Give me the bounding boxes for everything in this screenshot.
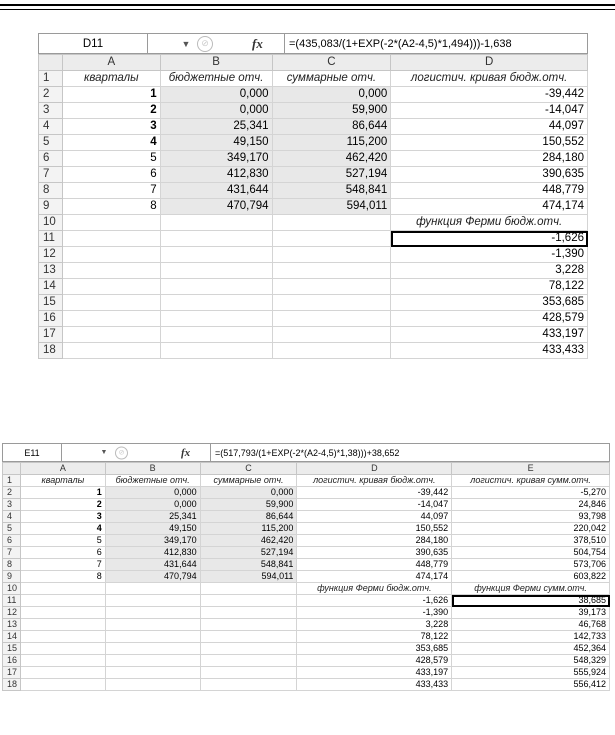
cell[interactable]: 0,000: [160, 103, 272, 119]
row-header[interactable]: 6: [39, 151, 63, 167]
cell[interactable]: 1: [21, 487, 106, 499]
cell[interactable]: логистич. кривая бюдж.отч.: [297, 475, 452, 487]
cell[interactable]: 603,822: [452, 571, 610, 583]
row-header[interactable]: 11: [39, 231, 63, 247]
cell[interactable]: [62, 311, 160, 327]
cell[interactable]: [272, 327, 391, 343]
cell[interactable]: [21, 655, 106, 667]
table-row: [3, 619, 610, 631]
row-header[interactable]: 5: [39, 135, 63, 151]
cell[interactable]: [105, 595, 200, 607]
cell[interactable]: 78,122: [391, 279, 588, 295]
cell[interactable]: 0,000: [105, 499, 200, 511]
row-header[interactable]: 17: [3, 667, 21, 679]
cell[interactable]: [272, 279, 391, 295]
cell[interactable]: 150,552: [297, 523, 452, 535]
column-header[interactable]: C: [272, 55, 391, 71]
cell[interactable]: 504,754: [452, 547, 610, 559]
cell[interactable]: суммарные отч.: [200, 475, 297, 487]
cell[interactable]: [21, 583, 106, 595]
cell[interactable]: 412,830: [105, 547, 200, 559]
cell[interactable]: 2: [21, 499, 106, 511]
table-row: [39, 135, 588, 151]
cell[interactable]: 556,412: [452, 679, 610, 691]
row-header[interactable]: 9: [3, 571, 21, 583]
table-row: [39, 215, 588, 231]
row-header[interactable]: 16: [39, 311, 63, 327]
cell[interactable]: 412,830: [160, 167, 272, 183]
cell[interactable]: 0,000: [105, 487, 200, 499]
cell[interactable]: 353,685: [391, 295, 588, 311]
cell[interactable]: [62, 263, 160, 279]
cell[interactable]: -39,442: [391, 87, 588, 103]
cell[interactable]: 390,635: [297, 547, 452, 559]
cell[interactable]: 390,635: [391, 167, 588, 183]
cell[interactable]: 115,200: [200, 523, 297, 535]
cell[interactable]: 594,011: [200, 571, 297, 583]
cell[interactable]: [272, 295, 391, 311]
column-header-row: [39, 55, 588, 71]
cell[interactable]: логистич. кривая сумм.отч.: [452, 475, 610, 487]
spreadsheet-1: [38, 33, 588, 378]
cell[interactable]: [105, 655, 200, 667]
row-header[interactable]: 8: [3, 559, 21, 571]
cell[interactable]: [272, 343, 391, 359]
table-row: [39, 119, 588, 135]
cell[interactable]: 594,011: [272, 199, 391, 215]
cell[interactable]: 428,579: [391, 311, 588, 327]
row-header[interactable]: 12: [3, 607, 21, 619]
cell[interactable]: 5: [62, 151, 160, 167]
cell[interactable]: 25,341: [105, 511, 200, 523]
cell[interactable]: бюджетные отч.: [160, 71, 272, 87]
row-header[interactable]: 3: [39, 103, 63, 119]
cell[interactable]: [105, 631, 200, 643]
cell[interactable]: 25,341: [160, 119, 272, 135]
cell[interactable]: 527,194: [200, 547, 297, 559]
formula-bar: [38, 33, 588, 54]
column-header[interactable]: B: [105, 463, 200, 475]
cell[interactable]: -14,047: [297, 499, 452, 511]
cell[interactable]: суммарные отч.: [272, 71, 391, 87]
row-header[interactable]: 17: [39, 327, 63, 343]
cell[interactable]: кварталы: [21, 475, 106, 487]
cell[interactable]: [160, 231, 272, 247]
cell[interactable]: 78,122: [297, 631, 452, 643]
cell[interactable]: бюджетные отч.: [105, 475, 200, 487]
row-header[interactable]: 1: [39, 71, 63, 87]
cell[interactable]: 555,924: [452, 667, 610, 679]
cell[interactable]: [62, 247, 160, 263]
column-header-row: [3, 463, 610, 475]
select-all-corner[interactable]: [39, 55, 63, 71]
table-row: [39, 295, 588, 311]
cell[interactable]: [160, 263, 272, 279]
cell[interactable]: 378,510: [452, 535, 610, 547]
column-header[interactable]: E: [452, 463, 610, 475]
table-row: [3, 559, 610, 571]
cell[interactable]: 8: [21, 571, 106, 583]
cancel-entry-icon[interactable]: ⊘: [197, 36, 213, 52]
table-row: [3, 511, 610, 523]
cell[interactable]: 4: [21, 523, 106, 535]
table-row: [39, 311, 588, 327]
select-all-corner[interactable]: [3, 463, 21, 475]
table-row: [3, 571, 610, 583]
cell[interactable]: [200, 631, 297, 643]
table-row: [3, 643, 610, 655]
cell[interactable]: 0,000: [272, 87, 391, 103]
cell[interactable]: [105, 607, 200, 619]
cell[interactable]: [21, 607, 106, 619]
cell[interactable]: [21, 679, 106, 691]
active-cell[interactable]: -1,626: [391, 231, 588, 247]
cell[interactable]: 548,841: [272, 183, 391, 199]
cell[interactable]: 349,170: [105, 535, 200, 547]
table-row: [39, 87, 588, 103]
cell[interactable]: [160, 327, 272, 343]
formula-bar: [2, 443, 610, 462]
cell[interactable]: [200, 595, 297, 607]
top-rule-thin: [0, 9, 615, 10]
cell[interactable]: 431,644: [160, 183, 272, 199]
cell[interactable]: 3: [21, 511, 106, 523]
cell[interactable]: 46,768: [452, 619, 610, 631]
table-row: [39, 279, 588, 295]
row-header[interactable]: 3: [3, 499, 21, 511]
active-cell[interactable]: 38,685: [452, 595, 610, 607]
row-header[interactable]: 15: [3, 643, 21, 655]
cell[interactable]: 470,794: [105, 571, 200, 583]
cell[interactable]: [62, 231, 160, 247]
row-header[interactable]: 16: [3, 655, 21, 667]
table-row: [39, 103, 588, 119]
cell[interactable]: 3: [62, 119, 160, 135]
cell[interactable]: 462,420: [272, 151, 391, 167]
table-row: [39, 247, 588, 263]
cell[interactable]: 6: [21, 547, 106, 559]
cell[interactable]: 7: [21, 559, 106, 571]
name-box-dropdown-icon[interactable]: ▼: [100, 449, 108, 456]
cell[interactable]: функция Ферми бюдж.отч.: [391, 215, 588, 231]
cell[interactable]: 142,733: [452, 631, 610, 643]
insert-function-icon[interactable]: fx: [252, 35, 263, 51]
cell[interactable]: [21, 619, 106, 631]
top-rule: [0, 4, 615, 6]
cell[interactable]: 39,173: [452, 607, 610, 619]
cell[interactable]: [160, 279, 272, 295]
row-header[interactable]: 18: [39, 343, 63, 359]
cell[interactable]: 59,900: [200, 499, 297, 511]
cell[interactable]: 548,329: [452, 655, 610, 667]
cell[interactable]: логистич. кривая бюдж.отч.: [391, 71, 588, 87]
cell[interactable]: [160, 295, 272, 311]
column-header[interactable]: D: [391, 55, 588, 71]
table-row: [39, 199, 588, 215]
cell[interactable]: 8: [62, 199, 160, 215]
cell[interactable]: [105, 643, 200, 655]
cell[interactable]: -39,442: [297, 487, 452, 499]
cell[interactable]: функция Ферми бюдж.отч.: [297, 583, 452, 595]
table-row: [3, 655, 610, 667]
row-header[interactable]: 14: [3, 631, 21, 643]
cell-grid: [38, 54, 588, 359]
table-row: [3, 487, 610, 499]
table-row: [3, 583, 610, 595]
cell[interactable]: [272, 231, 391, 247]
cell[interactable]: 150,552: [391, 135, 588, 151]
cell[interactable]: 220,042: [452, 523, 610, 535]
table-row: [39, 343, 588, 359]
cell[interactable]: [272, 311, 391, 327]
cell[interactable]: -1,390: [297, 607, 452, 619]
cell[interactable]: 0,000: [200, 487, 297, 499]
table-row: [3, 547, 610, 559]
insert-function-icon[interactable]: fx: [181, 446, 191, 459]
table-row: [3, 499, 610, 511]
table-row: [39, 167, 588, 183]
cell[interactable]: [105, 667, 200, 679]
cell[interactable]: 6: [62, 167, 160, 183]
row-header[interactable]: 2: [39, 87, 63, 103]
cell[interactable]: 448,779: [391, 183, 588, 199]
cell[interactable]: [21, 667, 106, 679]
row-header[interactable]: 10: [3, 583, 21, 595]
cell[interactable]: [21, 631, 106, 643]
cell[interactable]: 349,170: [160, 151, 272, 167]
cell[interactable]: 93,798: [452, 511, 610, 523]
cell[interactable]: [160, 343, 272, 359]
row-header[interactable]: 4: [3, 511, 21, 523]
cell[interactable]: 428,579: [297, 655, 452, 667]
cell[interactable]: [160, 247, 272, 263]
cell[interactable]: 0,000: [160, 87, 272, 103]
row-header[interactable]: 1: [3, 475, 21, 487]
cell[interactable]: 2: [62, 103, 160, 119]
cell[interactable]: 448,779: [297, 559, 452, 571]
table-row: [39, 263, 588, 279]
cell[interactable]: 7: [62, 183, 160, 199]
row-header[interactable]: 12: [39, 247, 63, 263]
cell[interactable]: 470,794: [160, 199, 272, 215]
column-header[interactable]: C: [200, 463, 297, 475]
cell[interactable]: [105, 679, 200, 691]
cell[interactable]: 3,228: [297, 619, 452, 631]
row-header[interactable]: 4: [39, 119, 63, 135]
cell[interactable]: [272, 215, 391, 231]
cell[interactable]: [200, 643, 297, 655]
cell-grid: [2, 462, 610, 691]
table-row: [39, 327, 588, 343]
cell[interactable]: 4: [62, 135, 160, 151]
cell[interactable]: [62, 215, 160, 231]
cell[interactable]: 49,150: [105, 523, 200, 535]
formula-input[interactable]: =(517,793/(1+EXP(-2*(A2-4,5)*1,38)))+38,652: [210, 444, 399, 461]
cell[interactable]: -14,047: [391, 103, 588, 119]
table-row: [3, 667, 610, 679]
cell[interactable]: 474,174: [391, 199, 588, 215]
cell[interactable]: [105, 583, 200, 595]
table-row: [39, 71, 588, 87]
cell[interactable]: 24,846: [452, 499, 610, 511]
cell[interactable]: 3,228: [391, 263, 588, 279]
cell[interactable]: 44,097: [391, 119, 588, 135]
cell[interactable]: [200, 583, 297, 595]
cell[interactable]: 474,174: [297, 571, 452, 583]
cell[interactable]: [200, 607, 297, 619]
cell[interactable]: [200, 679, 297, 691]
row-header[interactable]: 6: [3, 535, 21, 547]
cell[interactable]: 433,197: [391, 327, 588, 343]
row-header[interactable]: 13: [3, 619, 21, 631]
name-box-dropdown-icon[interactable]: ▼: [181, 38, 191, 49]
row-header[interactable]: 8: [39, 183, 63, 199]
cell[interactable]: [200, 619, 297, 631]
cell[interactable]: [62, 343, 160, 359]
cell[interactable]: 462,420: [200, 535, 297, 547]
table-row: [39, 151, 588, 167]
cell[interactable]: 573,706: [452, 559, 610, 571]
cell[interactable]: [200, 655, 297, 667]
name-box[interactable]: E11: [3, 444, 62, 461]
cell[interactable]: 59,900: [272, 103, 391, 119]
row-header[interactable]: 5: [3, 523, 21, 535]
cell[interactable]: [160, 311, 272, 327]
cell[interactable]: [272, 247, 391, 263]
table-row: [3, 475, 610, 487]
cell[interactable]: 44,097: [297, 511, 452, 523]
cell[interactable]: 548,841: [200, 559, 297, 571]
cell[interactable]: [105, 619, 200, 631]
cell[interactable]: [21, 595, 106, 607]
cell[interactable]: 115,200: [272, 135, 391, 151]
cell[interactable]: кварталы: [62, 71, 160, 87]
cell[interactable]: [62, 295, 160, 311]
cell[interactable]: 433,433: [297, 679, 452, 691]
cancel-entry-icon[interactable]: ⊘: [115, 446, 128, 459]
cell[interactable]: [160, 215, 272, 231]
cell[interactable]: 433,433: [391, 343, 588, 359]
table-row: [3, 595, 610, 607]
cell[interactable]: [62, 279, 160, 295]
row-header[interactable]: 15: [39, 295, 63, 311]
cell[interactable]: [200, 667, 297, 679]
row-header[interactable]: 13: [39, 263, 63, 279]
cell[interactable]: [272, 263, 391, 279]
table-row: [3, 631, 610, 643]
row-header[interactable]: 10: [39, 215, 63, 231]
table-row: [3, 523, 610, 535]
row-header[interactable]: 7: [39, 167, 63, 183]
column-header[interactable]: D: [297, 463, 452, 475]
cell[interactable]: -1,626: [297, 595, 452, 607]
table-row: [39, 183, 588, 199]
cell[interactable]: 1: [62, 87, 160, 103]
cell[interactable]: [21, 643, 106, 655]
cell[interactable]: 353,685: [297, 643, 452, 655]
cell[interactable]: 5: [21, 535, 106, 547]
row-header[interactable]: 14: [39, 279, 63, 295]
cell[interactable]: 49,150: [160, 135, 272, 151]
cell[interactable]: 431,644: [105, 559, 200, 571]
row-header[interactable]: 18: [3, 679, 21, 691]
table-row: [3, 535, 610, 547]
cell[interactable]: 527,194: [272, 167, 391, 183]
table-row: [3, 607, 610, 619]
row-header[interactable]: 2: [3, 487, 21, 499]
cell[interactable]: функция Ферми сумм.отч.: [452, 583, 610, 595]
name-box[interactable]: D11: [39, 34, 148, 53]
cell[interactable]: 86,644: [200, 511, 297, 523]
cell[interactable]: -5,270: [452, 487, 610, 499]
cell[interactable]: 452,364: [452, 643, 610, 655]
cell[interactable]: [62, 327, 160, 343]
column-header[interactable]: B: [160, 55, 272, 71]
cell[interactable]: 433,197: [297, 667, 452, 679]
column-header[interactable]: A: [21, 463, 106, 475]
row-header[interactable]: 9: [39, 199, 63, 215]
row-header[interactable]: 11: [3, 595, 21, 607]
cell[interactable]: 284,180: [391, 151, 588, 167]
spreadsheet-2: [2, 443, 610, 735]
cell[interactable]: 284,180: [297, 535, 452, 547]
table-row: [3, 679, 610, 691]
row-header[interactable]: 7: [3, 547, 21, 559]
cell[interactable]: -1,390: [391, 247, 588, 263]
table-row: [39, 231, 588, 247]
formula-input[interactable]: =(435,083/(1+EXP(-2*(A2-4,5)*1,494)))-1,638: [284, 34, 512, 53]
column-header[interactable]: A: [62, 55, 160, 71]
cell[interactable]: 86,644: [272, 119, 391, 135]
